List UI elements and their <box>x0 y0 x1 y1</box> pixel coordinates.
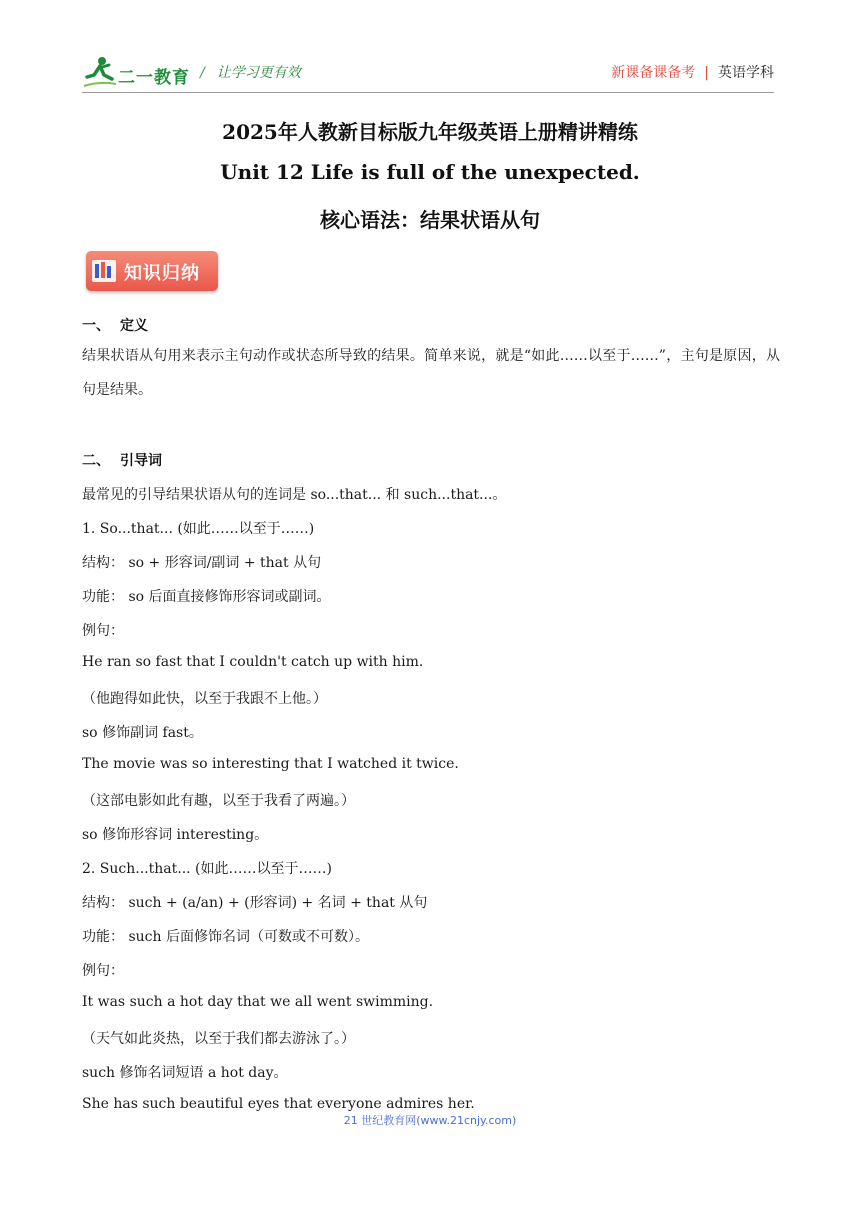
section-title: 定义 <box>120 318 148 334</box>
page-footer: 21 世纪教育网(www.21cnjy.com) <box>343 1114 517 1127</box>
example-sentence: The movie was so interesting that I watched it twice. <box>82 756 459 772</box>
slogan <box>200 62 301 82</box>
knowledge-badge <box>86 251 218 291</box>
structure-line: 结构： such + (a/an) + (形容词) + 名词 + that 从句 <box>82 895 428 911</box>
text-line: 最常见的引导结果状语从句的连词是 so...that... 和 such...that...。 <box>82 487 507 503</box>
slogan-divider: / <box>200 65 205 81</box>
unit-title: Unit 12 Life is full of the unexpected. <box>220 160 640 184</box>
example-note: so 修饰副词 fast。 <box>82 725 203 741</box>
section-number: 一、 <box>82 318 110 334</box>
definition-paragraph: 结果状语从句用来表示主句动作或状态所导致的结果。简单来说，就是“如此……以至于……”，主句是原因，从句是结果。 <box>82 348 780 398</box>
header-subject-label: 英语学科 <box>718 65 774 81</box>
section-heading-definition <box>82 315 148 335</box>
example-translation: （天气如此炎热，以至于我们都去游泳了。） <box>82 1031 355 1047</box>
page-header <box>82 52 774 90</box>
example-sentence: He ran so fast that I couldn't catch up with him. <box>82 654 424 670</box>
subheading-such-that: 2. Such...that... (如此……以至于……) <box>82 861 332 877</box>
header-divider: | <box>704 65 709 81</box>
example-note: such 修饰名词短语 a hot day。 <box>82 1065 288 1081</box>
example-note: so 修饰形容词 interesting。 <box>82 827 269 843</box>
function-line: 功能： such 后面修饰名词（可数或不可数）。 <box>82 929 369 945</box>
logo <box>82 55 192 89</box>
structure-line: 结构： so + 形容词/副词 + that 从句 <box>82 555 322 571</box>
header-rule <box>82 92 774 93</box>
header-subject <box>611 62 774 82</box>
function-line: 功能： so 后面直接修饰形容词或副词。 <box>82 589 331 605</box>
example-sentence: She has such beautiful eyes that everyone admires her. <box>82 1096 475 1112</box>
doc-title: 2025年人教新目标版九年级英语上册精讲精练 <box>222 120 638 144</box>
grammar-title: 核心语法：结果状语从句 <box>320 208 540 232</box>
section-title: 引导词 <box>120 453 162 469</box>
example-label: 例句： <box>82 963 124 979</box>
header-series-label: 新课备课备考 <box>611 65 696 81</box>
runner-logo-icon <box>82 55 118 89</box>
section-heading-conjunctions <box>82 450 162 470</box>
slogan-text: 让学习更有效 <box>216 65 301 81</box>
badge-label: 知识归纳 <box>124 263 200 284</box>
logo-text: 二一教育 <box>118 68 190 88</box>
subheading-so-that: 1. So...that... (如此……以至于……) <box>82 521 315 537</box>
example-sentence: It was such a hot day that we all went swimming. <box>82 994 434 1010</box>
example-translation: （他跑得如此快，以至于我跟不上他。） <box>82 691 327 707</box>
example-label: 例句： <box>82 623 124 639</box>
section-number: 二、 <box>82 453 110 469</box>
example-translation: （这部电影如此有趣，以至于我看了两遍。） <box>82 793 355 809</box>
book-icon <box>89 256 119 286</box>
